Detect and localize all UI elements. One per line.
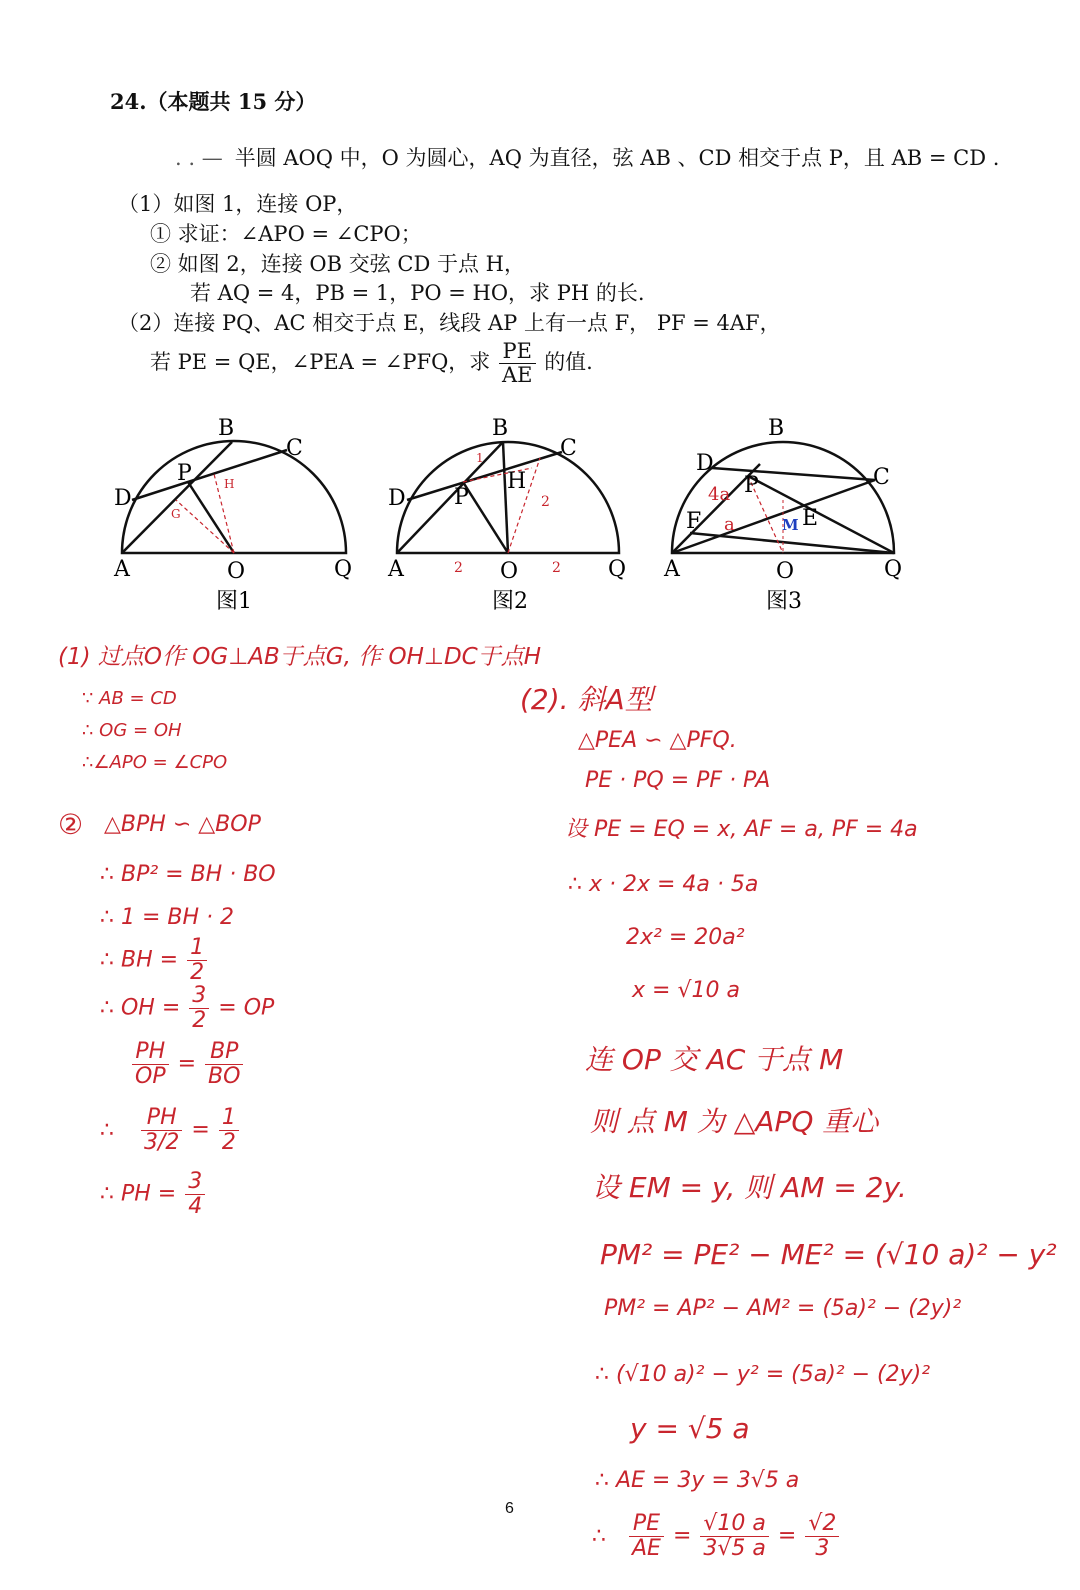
fig3-label-p: P xyxy=(744,473,759,498)
fig2-segment-op xyxy=(463,482,508,553)
solution-part2-line-9: 设 EM = y, 则 AM = 2y. xyxy=(592,1171,907,1204)
figures-area xyxy=(0,400,1080,630)
fig2-label-d: D xyxy=(388,486,406,511)
fig2-mark-two-side: 2 xyxy=(541,494,550,510)
bp-bo-num: BP xyxy=(205,1040,243,1065)
fig1-label-p: P xyxy=(177,461,192,486)
fig3-label-c: C xyxy=(873,465,890,490)
fig2-segment-ob xyxy=(503,442,508,553)
problem-statement-line xyxy=(175,142,999,172)
solution-part2-line-6: x = √10 a xyxy=(632,978,740,1003)
final-therefore: ∴ xyxy=(592,1523,606,1549)
solution-part2-line-7: 连 OP 交 AC 于点 M xyxy=(585,1043,844,1076)
final-pe-ae-fraction xyxy=(629,1512,664,1561)
problem-statement: 半圆 AOQ 中，O 为圆心，AQ 为直径，弦 AB 、CD 相交于点 P，且 AB = CD . xyxy=(234,146,1000,170)
ph-den: 4 xyxy=(188,1194,203,1220)
fig2-label-q: Q xyxy=(608,557,627,582)
ph-num: 3 xyxy=(185,1170,205,1195)
fig1-semicircle xyxy=(122,441,346,553)
solution-part1-2-line-1: △BPH ∽ △BOP xyxy=(104,812,261,837)
final-answer-den: 3 xyxy=(815,1536,830,1562)
oh-suffix: = OP xyxy=(218,995,275,1021)
problem-score: （本题共 15 分） xyxy=(146,89,317,114)
final-answer-num: √2 xyxy=(805,1512,839,1537)
fig2-caption: 图2 xyxy=(492,589,528,614)
one-two-den: 2 xyxy=(221,1130,236,1156)
bh-fraction xyxy=(187,936,207,985)
fig3-mark-4a: 4a xyxy=(708,484,731,505)
part2-fraction-den: AE xyxy=(502,363,533,388)
final-equals-2: = xyxy=(777,1523,797,1549)
part1-question-2: ② 如图 2，连接 OB 交弦 CD 于点 H， xyxy=(150,252,525,276)
part2-question-prefix: 若 PE = QE，∠PEA = ∠PFQ，求 xyxy=(150,350,491,375)
solution-part2-line-2: PE · PQ = PF · PA xyxy=(585,768,771,793)
solution-part2-line-12: ∴ (√10 a)² − y² = (5a)² − (2y)² xyxy=(595,1362,931,1387)
problem-header xyxy=(110,86,316,116)
final-mid-den: 3√5 a xyxy=(703,1536,766,1562)
oh-prefix: ∴ OH = xyxy=(100,995,181,1021)
solution-part1-line-2: ∴ OG = OH xyxy=(82,720,182,741)
fig3-label-f: F xyxy=(686,509,702,534)
solution-part1-2-label: ② xyxy=(58,808,84,841)
fig3-label-a: A xyxy=(664,557,680,582)
solution-part2-heading: (2). 斜A型 xyxy=(520,683,653,716)
fig1-label-g: G xyxy=(171,507,181,521)
fig1-caption: 图1 xyxy=(216,589,252,614)
final-mid-fraction xyxy=(700,1512,769,1561)
oh-den: 2 xyxy=(192,1008,207,1034)
solution-part2-final xyxy=(592,1512,841,1561)
ph-32-fraction xyxy=(141,1106,182,1155)
fig3-label-o: O xyxy=(776,559,795,584)
fig2-chord-cd xyxy=(407,452,562,500)
fig1-label-h: H xyxy=(224,477,235,491)
fig1-label-o: O xyxy=(227,559,246,584)
solution-part1-2-line-4 xyxy=(100,936,209,985)
part2-fraction-num: PE xyxy=(499,340,536,364)
solution-part1-2-line-7: ∴ $\frac{PH}{3/2}$ = $\frac{1}{2}$ xyxy=(100,1106,241,1155)
part2-question-suffix: 的值. xyxy=(544,350,593,375)
figure-2 xyxy=(387,416,626,614)
part2-question xyxy=(150,340,593,387)
ph-32-den: 3/2 xyxy=(144,1130,180,1156)
ph-op-num: PH xyxy=(132,1040,169,1065)
oh-num: 3 xyxy=(189,984,209,1009)
final-equals-1: = xyxy=(672,1523,692,1549)
page-number: 6 xyxy=(505,1500,514,1517)
final-mid-num: √10 a xyxy=(700,1512,769,1537)
solution-part2-line-10: PM² = PE² − ME² = (√10 a)² − y² xyxy=(600,1238,1057,1271)
bp-bo-den: BO xyxy=(208,1064,241,1090)
part1-question-2-given: 若 AQ = 4，PB = 1，PO = HO，求 PH 的长. xyxy=(190,281,645,305)
ph-32-num: PH xyxy=(141,1106,182,1131)
solution-part2-line-5: 2x² = 20a² xyxy=(626,925,745,950)
bp-bo-fraction xyxy=(205,1040,243,1089)
ph-prefix: ∴ PH = xyxy=(100,1181,177,1207)
solution-part1-line-1: ∵ AB = CD xyxy=(82,688,177,709)
solution-part2-line-14: ∴ AE = 3y = 3√5 a xyxy=(595,1468,800,1493)
bh-num: 1 xyxy=(187,936,207,961)
solution-part2-line-8: 则 点 M 为 △APQ 重心 xyxy=(590,1105,879,1138)
solution-part1-2-line-2: ∴ BP² = BH · BO xyxy=(100,862,276,887)
fig2-label-a: A xyxy=(388,557,404,582)
final-pe-num: PE xyxy=(629,1512,664,1537)
ph-op-fraction xyxy=(132,1040,169,1089)
fig1-label-d: D xyxy=(114,486,132,511)
solution-part1-heading: (1) 过点O作 OG⊥AB于点G, 作 OH⊥DC于点H xyxy=(58,644,542,670)
fig1-label-b: B xyxy=(218,416,235,441)
solution-part2-line-1: △PEA ∽ △PFQ. xyxy=(578,728,737,753)
solution-part1-2-line-5 xyxy=(100,984,274,1033)
solution-part1-2-line-6 xyxy=(130,1040,245,1089)
fig2-mark-one: 1 xyxy=(476,451,484,465)
fig1-label-c: C xyxy=(286,436,303,461)
fig3-label-b: B xyxy=(768,416,785,441)
solution-part2-line-3: 设 PE = EQ = x, AF = a, PF = 4a xyxy=(565,817,918,842)
fig1-label-q: Q xyxy=(334,557,353,582)
solution-part2-line-4: ∴ x · 2x = 4a · 5a xyxy=(568,872,759,897)
fig3-label-e: E xyxy=(802,506,819,531)
figure-3 xyxy=(663,416,902,614)
part1-question-1: ① 求证：∠APO = ∠CPO； xyxy=(150,222,422,246)
ratio-equals-2: = xyxy=(191,1117,210,1143)
fig1-label-a: A xyxy=(114,557,130,582)
part1-intro: （1）如图 1，连接 OP， xyxy=(118,192,358,216)
fig2-mark-two-left: 2 xyxy=(454,560,463,576)
fig3-caption: 图3 xyxy=(766,589,802,614)
bh-prefix: ∴ BH = xyxy=(100,947,179,973)
fig2-mark-two-right: 2 xyxy=(552,560,561,576)
problem-number: 24. xyxy=(110,89,147,114)
solution-part1-2-line-8 xyxy=(100,1170,207,1219)
fig3-label-q: Q xyxy=(884,557,903,582)
one-two-fraction xyxy=(219,1106,239,1155)
fig3-chord-cd xyxy=(712,468,875,480)
fig3-label-m: M xyxy=(782,516,799,534)
part2-intro: （2）连接 PQ、AC 相交于点 E，线段 AP 上有一点 F， PF = 4AF， xyxy=(118,311,781,335)
final-answer-fraction xyxy=(805,1512,839,1561)
fig2-label-c: C xyxy=(560,436,577,461)
oh-fraction xyxy=(189,984,209,1033)
fig3-label-d: D xyxy=(696,451,714,476)
ph-op-den: OP xyxy=(135,1064,166,1090)
ratio-equals: = xyxy=(177,1051,197,1077)
solution-part1-line-3: ∴∠APO = ∠CPO xyxy=(82,752,228,773)
statement-prefix: . . — xyxy=(175,146,223,170)
part2-fraction xyxy=(499,340,536,387)
fig2-label-h: H xyxy=(507,469,527,494)
solution-part1-2-line-3: ∴ 1 = BH · 2 xyxy=(100,905,235,930)
ph-fraction xyxy=(185,1170,205,1219)
fig2-label-b: B xyxy=(492,416,509,441)
one-two-num: 1 xyxy=(219,1106,239,1131)
solution-part2-line-13: y = √5 a xyxy=(630,1412,750,1445)
final-ae-den: AE xyxy=(632,1536,661,1562)
solution-part2-line-11: PM² = AP² − AM² = (5a)² − (2y)² xyxy=(604,1296,962,1321)
bh-den: 2 xyxy=(190,960,205,986)
fig2-label-o: O xyxy=(500,559,519,584)
fig2-label-p: P xyxy=(454,485,469,510)
fig3-mark-a: a xyxy=(724,514,735,535)
figure-1 xyxy=(113,416,352,614)
